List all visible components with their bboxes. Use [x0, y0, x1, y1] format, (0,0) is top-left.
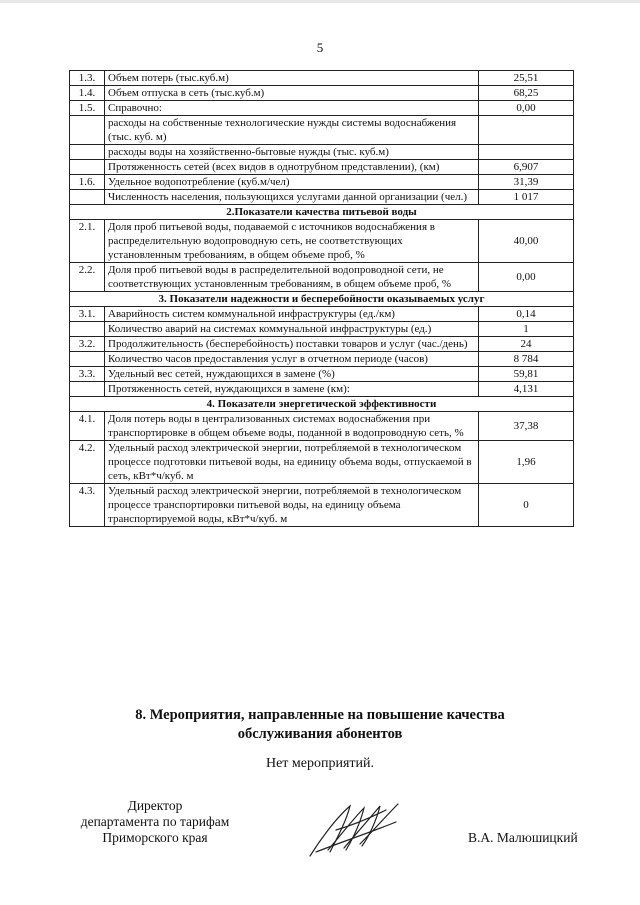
page-number: 5 [316, 40, 324, 55]
row-number: 4.1. [70, 412, 105, 441]
row-value: 0 [479, 484, 574, 527]
row-value [479, 145, 574, 160]
row-label: Доля проб питьевой воды в распределительной водопроводной сети, не соответствующих установленным требованиям, в общем объеме проб, % [105, 263, 479, 292]
row-label: Удельный расход электрической энергии, потребляемой в технологическом процессе транспортировки питьевой воды, на единицу объема транспортируемой воды, кВт*ч/куб. м [105, 484, 479, 527]
row-value: 31,39 [479, 175, 574, 190]
row-label: Справочно: [105, 101, 479, 116]
row-label: Численность населения, пользующихся услугами данной организации (чел.) [105, 190, 479, 205]
table-row [70, 352, 574, 367]
row-value [479, 116, 574, 145]
row-number [70, 116, 105, 145]
section-heading-row [70, 292, 574, 307]
section-heading-row [70, 397, 574, 412]
table-row [70, 382, 574, 397]
row-number [70, 352, 105, 367]
table-row [70, 337, 574, 352]
row-label: Объем отпуска в сеть (тыс.куб.м) [105, 86, 479, 101]
row-label: Удельный вес сетей, нуждающихся в замене (%) [105, 367, 479, 382]
row-label: Удельный расход электрической энергии, потребляемой в технологическом процессе подготовки питьевой воды, на единицу объема воды, отпускаемой в сеть, кВт*ч/куб. м [105, 441, 479, 484]
row-value: 1 [479, 322, 574, 337]
row-value: 0,00 [479, 263, 574, 292]
table-row [70, 190, 574, 205]
table-row [70, 367, 574, 382]
handwritten-signature-icon [306, 800, 402, 860]
table-row [70, 412, 574, 441]
row-label: Аварийность систем коммунальной инфраструктуры (ед./км) [105, 307, 479, 322]
table-row [70, 71, 574, 86]
signatory-name: В.А. Малюшицкий [468, 830, 578, 845]
table-row [70, 484, 574, 527]
row-label: Продолжительность (бесперебойность) поставки товаров и услуг (час./день) [105, 337, 479, 352]
section-heading-row [70, 205, 574, 220]
row-number: 1.3. [70, 71, 105, 86]
row-number: 1.6. [70, 175, 105, 190]
row-number [70, 145, 105, 160]
table-row [70, 175, 574, 190]
row-number: 4.2. [70, 441, 105, 484]
row-number: 3.3. [70, 367, 105, 382]
row-label: Доля потерь воды в централизованных системах водоснабжения при транспортировке в общем объеме воды, поданной в водопроводную сеть, % [105, 412, 479, 441]
row-label: Удельное водопотребление (куб.м/чел) [105, 175, 479, 190]
section-8-title-line2: обслуживания абонентов [237, 726, 403, 742]
row-value: 0,14 [479, 307, 574, 322]
section-heading: 2.Показатели качества питьевой воды [70, 205, 574, 220]
row-label: Количество часов предоставления услуг в отчетном периоде (часов) [105, 352, 479, 367]
section-8-heading [0, 706, 640, 744]
row-number: 2.1. [70, 220, 105, 263]
row-label: Протяженность сетей (всех видов в однотрубном представлении), (км) [105, 160, 479, 175]
row-number: 1.4. [70, 86, 105, 101]
table-row [70, 160, 574, 175]
row-number: 1.5. [70, 101, 105, 116]
row-number: 3.1. [70, 307, 105, 322]
row-value: 25,51 [479, 71, 574, 86]
table-row [70, 220, 574, 263]
row-value: 59,81 [479, 367, 574, 382]
table-row [70, 263, 574, 292]
row-value: 40,00 [479, 220, 574, 263]
row-value: 24 [479, 337, 574, 352]
indicators-table [69, 70, 574, 527]
row-label: расходы воды на хозяйственно-бытовые нужды (тыс. куб.м) [105, 145, 479, 160]
row-number [70, 190, 105, 205]
row-value: 8 784 [479, 352, 574, 367]
table-row [70, 307, 574, 322]
row-value: 4,131 [479, 382, 574, 397]
table-row [70, 322, 574, 337]
table-row [70, 86, 574, 101]
row-label: расходы на собственные технологические нужды системы водоснабжения (тыс. куб. м) [105, 116, 479, 145]
row-label: Количество аварий на системах коммунальной инфраструктуры (ед.) [105, 322, 479, 337]
signatory-title [60, 798, 250, 846]
signatory-line1: Директор [127, 798, 183, 813]
section-heading: 4. Показатели энергетической эффективности [70, 397, 574, 412]
row-value: 0,00 [479, 101, 574, 116]
row-value: 68,25 [479, 86, 574, 101]
row-value: 6,907 [479, 160, 574, 175]
row-number [70, 322, 105, 337]
row-number: 2.2. [70, 263, 105, 292]
row-number: 4.3. [70, 484, 105, 527]
row-value: 1 017 [479, 190, 574, 205]
row-value: 1,96 [479, 441, 574, 484]
row-number [70, 382, 105, 397]
table-row [70, 101, 574, 116]
signatory-line2: департамента по тарифам [80, 814, 230, 829]
row-number: 3.2. [70, 337, 105, 352]
row-label: Протяженность сетей, нуждающихся в замене (км): [105, 382, 479, 397]
page-top-edge [0, 0, 640, 3]
row-label: Объем потерь (тыс.куб.м) [105, 71, 479, 86]
section-8-body: Нет мероприятий. [265, 756, 375, 771]
section-heading: 3. Показатели надежности и бесперебойности оказываемых услуг [70, 292, 574, 307]
row-label: Доля проб питьевой воды, подаваемой с источников водоснабжения в распределительную водопроводную сеть, не соответствующих установленным требованиям, в общем объеме проб, % [105, 220, 479, 263]
row-value: 37,38 [479, 412, 574, 441]
section-8-title-line1: 8. Мероприятия, направленные на повышение качества [135, 707, 505, 723]
signatory-line3: Приморского края [102, 830, 208, 845]
table-row [70, 145, 574, 160]
table-row [70, 441, 574, 484]
table-row [70, 116, 574, 145]
row-number [70, 160, 105, 175]
